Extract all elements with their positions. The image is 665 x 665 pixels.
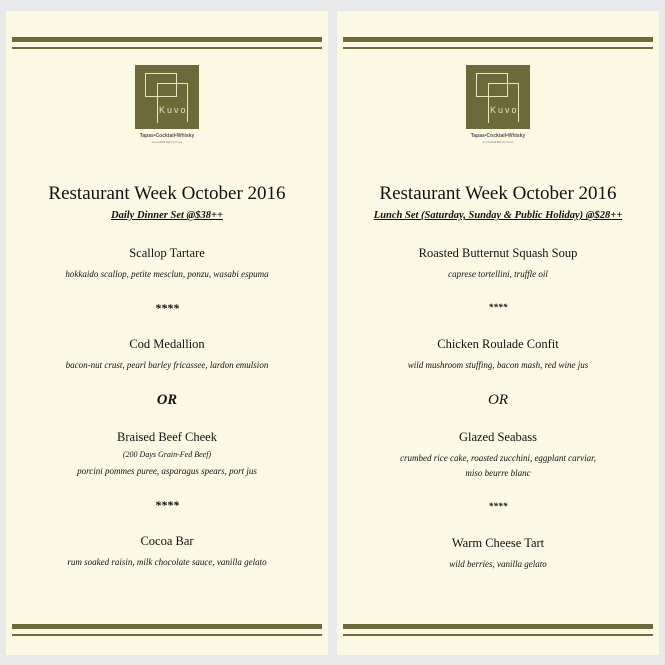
menu-subtitle: Daily Dinner Set @$38++ (111, 210, 223, 221)
dish-description: rum soaked raisin, milk chocolate sauce, vanilla gelato (67, 557, 267, 567)
dish-description: wild mushroom stuffing, bacon mash, red wine jus (407, 360, 589, 370)
dish-name: Roasted Butternut Squash Soup (418, 246, 578, 260)
top-border-thick (12, 37, 322, 42)
course-separator: **** (155, 301, 179, 315)
dish-description: porcini pommes puree, asparagus spears, port jus (77, 466, 257, 476)
dish-cocoa-bar (6, 534, 328, 569)
dish-description: crumbed rice cake, roasted zucchini, eggplant carviar, (400, 453, 596, 463)
top-border-thin (343, 47, 653, 49)
or-divider: OR (156, 392, 178, 408)
brand-tagline: Tapas•Cocktail•Whisky (470, 133, 526, 139)
dish-braised-beef-cheek (6, 430, 328, 478)
dish-glazed-seabass (337, 430, 659, 480)
brand-subtagline: A Cocktail Bar by Kuvo (151, 140, 183, 144)
dish-name: Cocoa Bar (140, 534, 194, 548)
dish-name: Glazed Seabass (458, 430, 538, 444)
menu-content (6, 183, 328, 569)
top-border-thin (12, 47, 322, 49)
bottom-border-thin (343, 634, 653, 636)
or-divider: OR (488, 392, 508, 408)
bottom-border-thick (12, 624, 322, 629)
course-separator: **** (488, 303, 508, 313)
course-separator: **** (488, 502, 508, 512)
course-separator: **** (155, 498, 179, 512)
top-border-thick (343, 37, 653, 42)
dish-description: caprese tortellini, truffle oil (448, 269, 548, 279)
dish-name: Warm Cheese Tart (451, 536, 545, 550)
brand-subtagline: A Cocktail Bar by Kuvo (482, 140, 514, 144)
dish-description: bacon-nut crust, pearl barley fricassee, lardon emulsion (65, 360, 269, 370)
logo-text: Kuvo (490, 105, 519, 115)
dish-name: Chicken Roulade Confit (437, 337, 559, 351)
dish-name: Scallop Tartare (129, 246, 205, 260)
brand-tagline: Tapas•Cocktail•Whisky (139, 133, 195, 139)
dish-description-line2: miso beurre blanc (465, 468, 531, 478)
dinner-menu-page (6, 11, 328, 655)
dish-chicken-roulade-confit (337, 337, 659, 372)
menu-content (337, 183, 659, 571)
menu-title: Restaurant Week October 2016 (379, 183, 617, 204)
menu-title: Restaurant Week October 2016 (48, 183, 286, 204)
kuvo-logo (135, 65, 199, 129)
dish-scallop-tartare (6, 246, 328, 281)
menu-subtitle: Lunch Set (Saturday, Sunday & Public Holiday) @$28++ (373, 210, 623, 221)
bottom-border-thin (12, 634, 322, 636)
dish-description: hokkaido scallop, petite mesclun, ponzu, wasabi espuma (65, 269, 269, 279)
dish-butternut-squash-soup (337, 246, 659, 281)
bottom-border-thick (343, 624, 653, 629)
lunch-menu-page (337, 11, 659, 655)
dish-name: Cod Medallion (129, 337, 205, 351)
dish-cod-medallion (6, 337, 328, 372)
logo-text: Kuvo (159, 105, 188, 115)
dish-note: (200 Days Grain-Fed Beef) (122, 450, 212, 459)
kuvo-logo (466, 65, 530, 129)
dish-description: wild berries, vanilla gelato (449, 559, 547, 569)
dish-name: Braised Beef Cheek (117, 430, 217, 444)
dish-warm-cheese-tart (337, 536, 659, 571)
